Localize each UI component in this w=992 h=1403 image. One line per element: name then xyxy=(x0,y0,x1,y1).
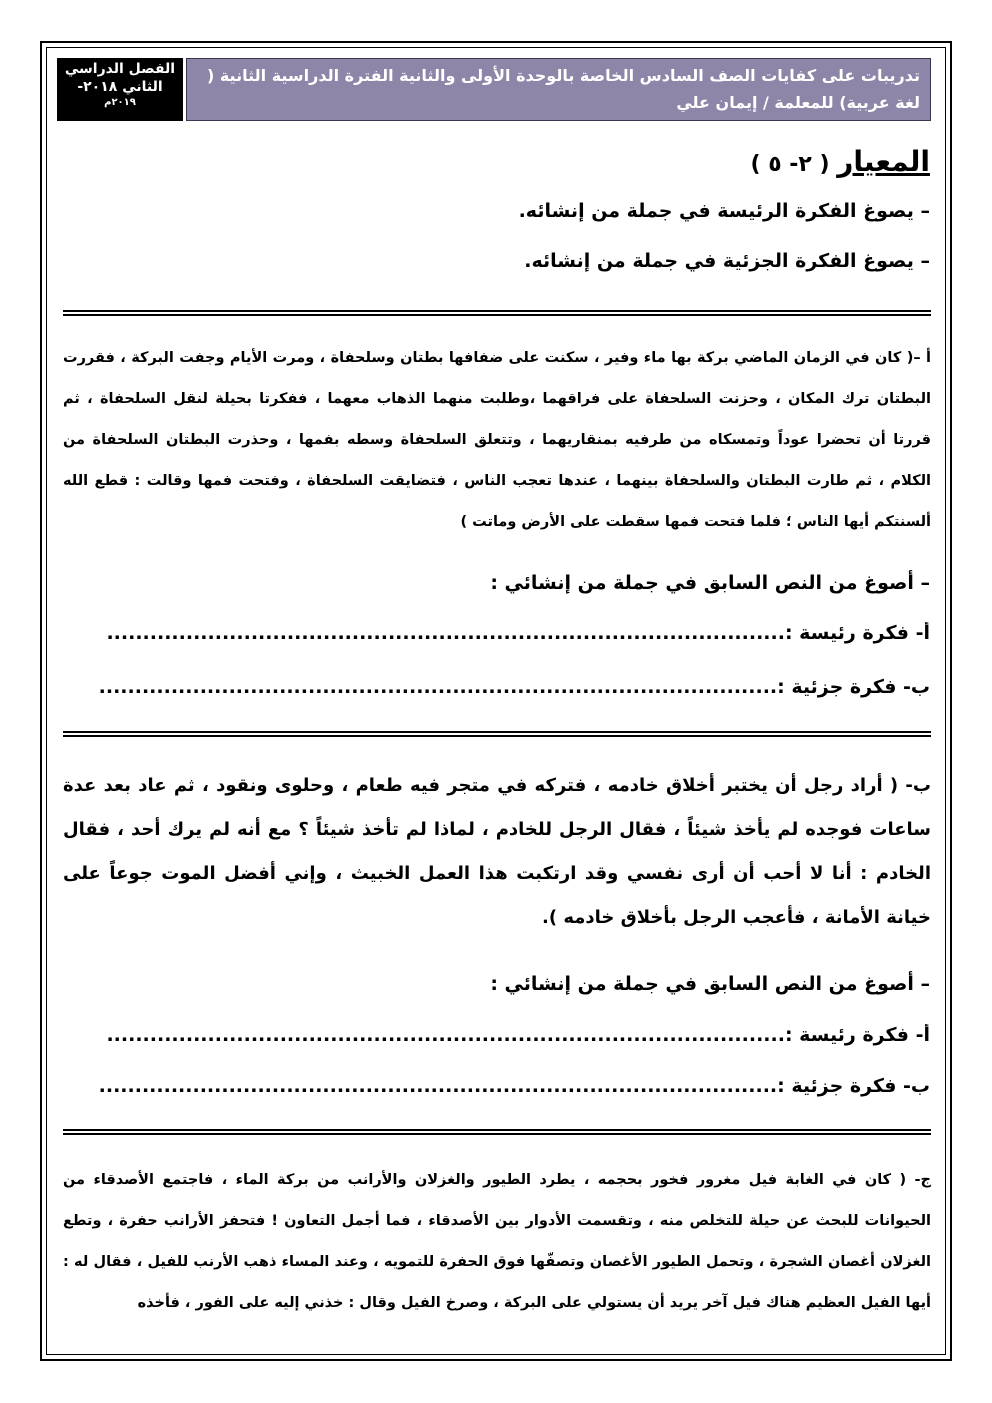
section-b-text: ب- ( أراد رجل أن يختبر أخلاق خادمه ، فتركه في متجر فيه طعام ، وحلوى ونقود ، ثم عاد بعد عدة ساعات فوجده لم يأخذ شيئاً ، فقال الرجل للخادم ، لماذا لم تأخذ شيئاً ؟ مع أنه لم يرك أحد ، فقال الخادم : أنا لا أحب أن أرى نفسي وقد ارتكبت هذا العمل الخبيث ، وإني أفضل الموت جوعاً على خيانة الأمانة ، فأعجب الرجل بأخلاق خادمه ). xyxy=(63,775,931,928)
standard-point-1: – يصوغ الفكرة الرئيسة في جملة من إنشائه. xyxy=(518,200,930,222)
section-c-text: ج- ( كان في الغابة فيل مغرور فخور بحجمه ، يطرد الطيور والغزلان والأرانب من بركة الماء ، فاجتمع الأصدقاء من الحيوانات للبحث عن حيلة للتخلص منه ، وتقسمت الأدوار بين الأصدقاء ، فما أجمل التعاون ! فتحفز الأرانب حفرة ، وتطع الغزلان أغصان الشجرة ، وتحمل الطيور الأغصان وتصفّها فوق الحفرة للتمويه ، وعند المساء ذهب الأرنب للفيل ، فقال له : أيها الفيل العظيم هناك فيل آخر يريد أن يستولي على البركة ، وصرخ الفيل وقال : خذني إليه على الفور ، فأخذه xyxy=(63,1172,931,1311)
page-inner-border xyxy=(46,47,946,1355)
section-b-main-idea[interactable]: أ- فكرة رئيسة :.............................................................................................. xyxy=(106,1024,930,1046)
term-line-1: الفصل الدراسي xyxy=(64,61,176,77)
separator-line xyxy=(63,731,931,737)
separator-line xyxy=(63,310,931,316)
standard-code: ( ٢- ٥ ) xyxy=(750,152,830,177)
standard-label: المعيار xyxy=(837,145,930,178)
section-b-sub-idea[interactable]: ب- فكرة جزئية :.............................................................................................. xyxy=(98,1075,930,1097)
section-b-prompt: – أصوغ من النص السابق في جملة من إنشائي : xyxy=(490,973,930,995)
term-line-2: الثاني ٢٠١٨- xyxy=(77,79,163,95)
section-a-main-idea[interactable]: أ- فكرة رئيسة :.............................................................................................. xyxy=(106,622,930,644)
standard-heading xyxy=(750,145,930,178)
term-line-3: ٢٠١٩م xyxy=(104,97,136,108)
standard-point-2: – يصوغ الفكرة الجزئية في جملة من إنشائه. xyxy=(524,250,930,272)
term-box xyxy=(57,58,183,121)
section-a-prompt: – أصوغ من النص السابق في جملة من إنشائي : xyxy=(490,572,930,594)
separator-line xyxy=(63,1129,931,1135)
section-a-sub-idea[interactable]: ب- فكرة جزئية :.............................................................................................. xyxy=(98,676,930,698)
section-a-text: أ –( كان في الزمان الماضي بركة بها ماء وفير ، سكنت على ضفافها بطتان وسلحفاة ، ومرت الأيام وجفت البركة ، فقررت البطتان ترك المكان ، وحزنت السلحفاة على فراقهما ،وطلبت منهما الذهاب معهما ، ففكرتا بحيلة لنقل السلحفاة ، ثم قررتا أن تحضرا عوداً وتمسكاه من طرفيه بمنقاريهما ، وتتعلق السلحفاة وسطه بفمها ، وحذرت البطتان السلحفاة من الكلام ، ثم طارت البطتان والسلحفاة بينهما ، عندها تعجب الناس ، فتضايقت السلحفاة ، وفتحت فمها وقالت : قطع الله ألسنتكم أيها الناس ؛ فلما فتحت فمها سقطت على الأرض وماتت ) xyxy=(63,350,931,530)
worksheet-title: تدريبات على كفايات الصف السادس الخاصة بالوحدة الأولى والثانية الفترة الدراسية الثانية ( لغة عربية) للمعلمة / إيمان علي xyxy=(186,58,931,121)
